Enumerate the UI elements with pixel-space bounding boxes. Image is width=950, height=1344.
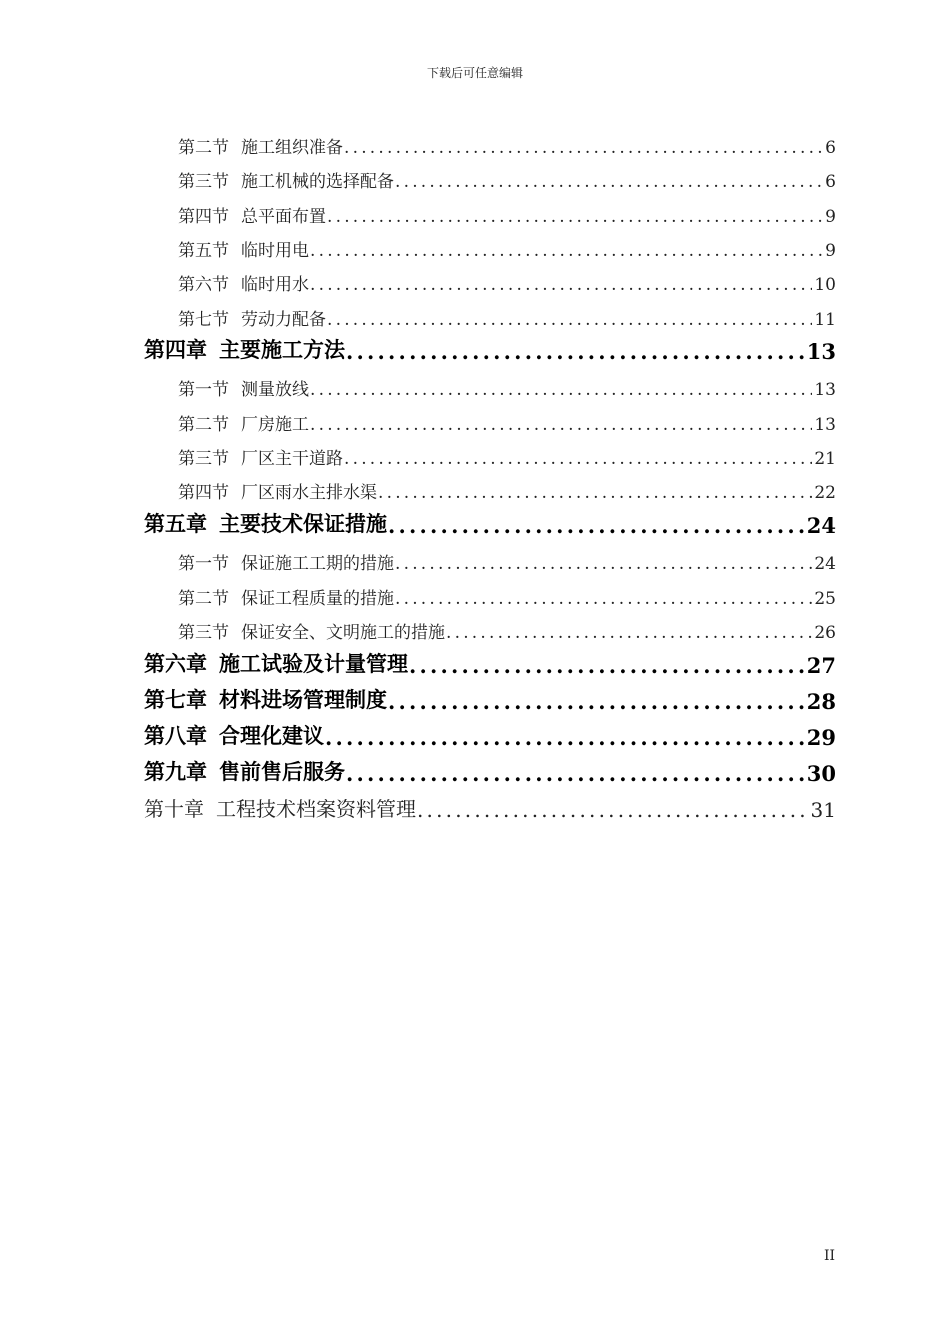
toc-entry-page: 9 [825, 207, 836, 227]
toc-dot-leader [309, 415, 812, 435]
toc-entry-label [178, 584, 394, 609]
toc-section-entry[interactable] [178, 469, 836, 503]
toc-entry-number: 第五节 [178, 241, 229, 261]
toc-dot-leader [326, 207, 823, 227]
toc-section-entry[interactable] [178, 227, 836, 261]
toc-entry-number: 第二节 [178, 415, 229, 435]
toc-chapter-entry[interactable] [144, 330, 836, 364]
toc-entry-title: 劳动力配备 [241, 310, 326, 330]
toc-dot-leader [345, 339, 805, 364]
toc-entry-title: 施工机械的选择配备 [241, 172, 394, 192]
toc-entry-label [178, 305, 326, 330]
toc-dot-leader [408, 653, 805, 678]
toc-entry-title: 临时用电 [241, 241, 309, 261]
toc-entry-label [178, 202, 326, 227]
toc-entry-page: 9 [825, 241, 836, 261]
toc-entry-page: 6 [825, 172, 836, 192]
toc-dot-leader [326, 310, 812, 330]
toc-entry-label [144, 684, 387, 714]
toc-entry-number: 第十章 [144, 797, 204, 821]
toc-entry-number: 第四章 [144, 337, 207, 362]
toc-entry-title: 保证安全、文明施工的措施 [241, 623, 445, 643]
toc-entry-page: 29 [806, 725, 836, 750]
toc-entry-label [144, 508, 387, 538]
toc-entry-page: 13 [814, 415, 836, 435]
toc-entry-page: 24 [814, 554, 836, 574]
toc-entry-number: 第四节 [178, 483, 229, 503]
toc-entry-label [178, 549, 394, 574]
toc-entry-label [144, 648, 408, 678]
toc-entry-label [144, 793, 416, 822]
toc-dot-leader [445, 623, 812, 643]
toc-entry-label [178, 618, 445, 643]
toc-entry-label [178, 133, 343, 158]
toc-entry-label [178, 236, 309, 261]
toc-entry-page: 13 [806, 339, 836, 364]
toc-entry-number: 第六章 [144, 651, 207, 676]
toc-entry-page: 11 [814, 310, 836, 330]
toc-dot-leader [394, 589, 812, 609]
toc-chapter-entry[interactable] [144, 680, 836, 714]
toc-entry-number: 第二节 [178, 589, 229, 609]
toc-entry-label [178, 410, 309, 435]
toc-section-entry[interactable] [178, 540, 836, 574]
toc-entry-page: 22 [814, 483, 836, 503]
toc-dot-leader [345, 761, 805, 786]
toc-dot-leader [394, 554, 812, 574]
toc-entry-number: 第六节 [178, 275, 229, 295]
toc-dot-leader [309, 275, 812, 295]
toc-entry-page: 13 [814, 380, 836, 400]
toc-entry-number: 第七节 [178, 310, 229, 330]
toc-section-entry[interactable] [178, 609, 836, 643]
toc-entry-title: 主要施工方法 [219, 337, 345, 362]
toc-entry-number: 第八章 [144, 723, 207, 748]
toc-entry-number: 第二节 [178, 138, 229, 158]
toc-chapter-entry[interactable] [144, 644, 836, 678]
toc-entry-label [144, 334, 345, 364]
toc-dot-leader [309, 241, 823, 261]
toc-section-entry[interactable] [178, 435, 836, 469]
toc-entry-title: 总平面布置 [241, 207, 326, 227]
toc-entry-page: 25 [814, 589, 836, 609]
toc-section-entry[interactable] [178, 575, 836, 609]
toc-section-entry[interactable] [178, 124, 836, 158]
toc-section-entry[interactable] [178, 261, 836, 295]
toc-entry-title: 保证施工工期的措施 [241, 554, 394, 574]
toc-entry-title: 施工试验及计量管理 [219, 651, 408, 676]
toc-entry-title: 工程技术档案资料管理 [216, 797, 416, 821]
toc-entry-label [178, 375, 309, 400]
toc-entry-title: 主要技术保证措施 [219, 511, 387, 536]
toc-entry-number: 第三节 [178, 449, 229, 469]
toc-entry-title: 保证工程质量的措施 [241, 589, 394, 609]
toc-entry-page: 30 [806, 761, 836, 786]
toc-entry-title: 材料进场管理制度 [219, 687, 387, 712]
toc-entry-number: 第四节 [178, 207, 229, 227]
toc-entry-page: 21 [814, 449, 836, 469]
toc-entry-title: 厂区雨水主排水渠 [241, 483, 377, 503]
toc-entry-number: 第一节 [178, 380, 229, 400]
toc-entry-page: 28 [806, 689, 836, 714]
toc-dot-leader [394, 172, 823, 192]
toc-entry-title: 临时用水 [241, 275, 309, 295]
toc-section-entry[interactable] [178, 158, 836, 192]
page-number: II [824, 1248, 836, 1264]
page-header: 下载后可任意编辑 [426, 66, 523, 80]
toc-chapter-entry[interactable] [144, 788, 836, 822]
toc-entry-label [178, 270, 309, 295]
toc-section-entry[interactable] [178, 193, 836, 227]
toc-dot-leader [416, 798, 809, 822]
toc-entry-number: 第五章 [144, 511, 207, 536]
toc-section-entry[interactable] [178, 366, 836, 400]
toc-chapter-entry[interactable] [144, 716, 836, 750]
toc-entry-title: 测量放线 [241, 380, 309, 400]
toc-chapter-entry[interactable] [144, 504, 836, 538]
toc-section-entry[interactable] [178, 296, 836, 330]
toc-entry-title: 售前售后服务 [219, 759, 345, 784]
toc-entry-page: 31 [810, 798, 836, 822]
toc-entry-number: 第三节 [178, 172, 229, 192]
toc-dot-leader [377, 483, 812, 503]
toc-dot-leader [343, 138, 823, 158]
toc-dot-leader [387, 513, 805, 538]
toc-entry-label [144, 720, 324, 750]
toc-entry-title: 厂区主干道路 [241, 449, 343, 469]
toc-entry-title: 厂房施工 [241, 415, 309, 435]
toc-dot-leader [309, 380, 812, 400]
toc-entry-page: 10 [814, 275, 836, 295]
toc-entry-page: 26 [814, 623, 836, 643]
toc-dot-leader [324, 725, 805, 750]
toc-entry-label [178, 167, 394, 192]
toc-entry-number: 第九章 [144, 759, 207, 784]
toc-entry-title: 施工组织准备 [241, 138, 343, 158]
toc-entry-page: 27 [806, 653, 836, 678]
toc-entry-number: 第七章 [144, 687, 207, 712]
toc-entry-label [144, 756, 345, 786]
toc-dot-leader [387, 689, 805, 714]
toc-entry-title: 合理化建议 [219, 723, 324, 748]
toc-section-entry[interactable] [178, 401, 836, 435]
toc-dot-leader [343, 449, 812, 469]
toc-entry-number: 第三节 [178, 623, 229, 643]
toc-entry-number: 第一节 [178, 554, 229, 574]
toc-entry-page: 6 [825, 138, 836, 158]
toc-entry-label [178, 444, 343, 469]
toc-entry-label [178, 478, 377, 503]
toc-chapter-entry[interactable] [144, 752, 836, 786]
toc-entry-page: 24 [806, 513, 836, 538]
